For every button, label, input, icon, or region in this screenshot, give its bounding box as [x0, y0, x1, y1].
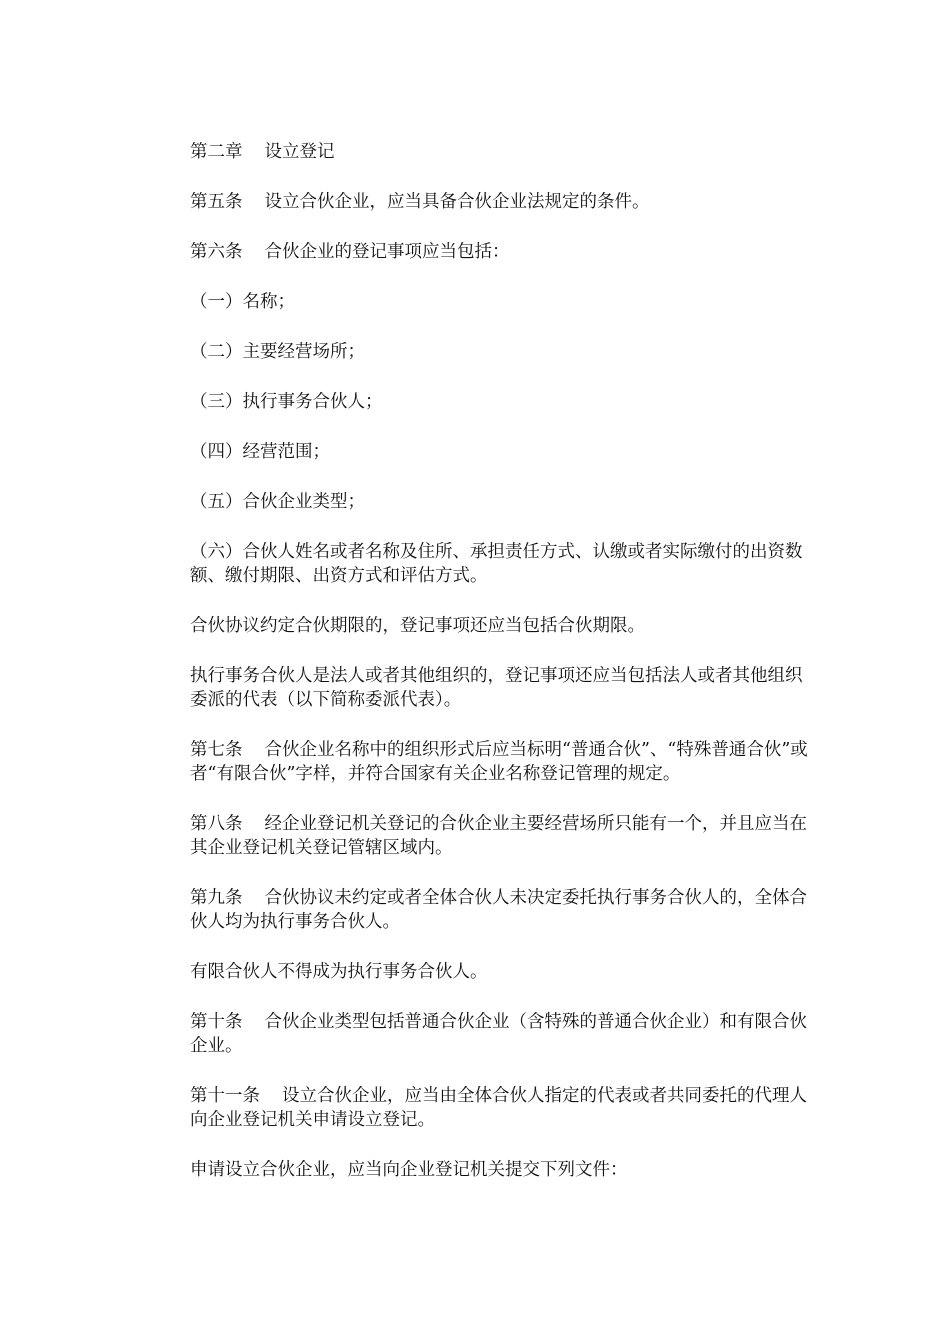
- article-text: 合伙企业名称中的组织形式后应当标明“普通合伙”、“特殊普通合伙”或者“有限合伙”字样，并符合国家有关企业名称登记管理的规定。: [190, 740, 808, 784]
- chapter-title: 设立登记: [264, 142, 335, 162]
- article-number: 第六条: [190, 242, 243, 262]
- list-item-text: （六）合伙人姓名或者名称及住所、承担责任方式、认缴或者实际缴付的出资数额、缴付期限、出资方式和评估方式。: [190, 542, 803, 586]
- article-text: 合伙企业的登记事项应当包括：: [264, 242, 510, 262]
- list-item-text: （四）经营范围；: [190, 442, 330, 462]
- list-item: [190, 390, 810, 414]
- document-body: [190, 140, 810, 1208]
- article-text: 经企业登记机关登记的合伙企业主要经营场所只能有一个，并且应当在其企业登记机关登记管辖区域内。: [190, 814, 807, 858]
- list-item-text: （三）执行事务合伙人；: [190, 392, 383, 412]
- paragraph-text: 执行事务合伙人是法人或者其他组织的，登记事项还应当包括法人或者其他组织委派的代表（以下简称委派代表）。: [190, 666, 803, 710]
- list-item: [190, 440, 810, 464]
- article-text: 设立合伙企业，应当具备合伙企业法规定的条件。: [264, 192, 650, 212]
- article-paragraph: [190, 812, 810, 860]
- paragraph-text: 申请设立合伙企业，应当向企业登记机关提交下列文件：: [190, 1160, 628, 1180]
- paragraph-text: 合伙协议约定合伙期限的，登记事项还应当包括合伙期限。: [190, 616, 645, 636]
- article-number: 第五条: [190, 192, 243, 212]
- article-number: 第十一条: [190, 1086, 260, 1106]
- article-paragraph: [190, 738, 810, 786]
- list-item-text: （五）合伙企业类型；: [190, 492, 365, 512]
- article-number: 第九条: [190, 888, 243, 908]
- chapter-number: 第二章: [190, 142, 243, 162]
- list-item-text: （一）名称；: [190, 292, 295, 312]
- article-paragraph: [190, 190, 810, 214]
- paragraph-text: 有限合伙人不得成为执行事务合伙人。: [190, 962, 488, 982]
- body-paragraph: [190, 960, 810, 984]
- article-paragraph: [190, 1084, 810, 1132]
- list-item: [190, 540, 810, 588]
- list-item: [190, 490, 810, 514]
- article-number: 第七条: [190, 740, 243, 760]
- article-paragraph: [190, 886, 810, 934]
- body-paragraph: [190, 664, 810, 712]
- list-item-text: （二）主要经营场所；: [190, 342, 365, 362]
- body-paragraph: [190, 1158, 810, 1182]
- body-paragraph: [190, 614, 810, 638]
- chapter-heading: [190, 140, 810, 164]
- article-number: 第十条: [190, 1012, 243, 1032]
- article-text: 合伙企业类型包括普通合伙企业（含特殊的普通合伙企业）和有限合伙企业。: [190, 1012, 807, 1056]
- article-text: 设立合伙企业，应当由全体合伙人指定的代表或者共同委托的代理人向企业登记机关申请设立登记。: [190, 1086, 807, 1130]
- list-item: [190, 340, 810, 364]
- list-item: [190, 290, 810, 314]
- article-number: 第八条: [190, 814, 243, 834]
- article-paragraph: [190, 1010, 810, 1058]
- article-text: 合伙协议未约定或者全体合伙人未决定委托执行事务合伙人的，全体合伙人均为执行事务合伙人。: [190, 888, 807, 932]
- article-paragraph: [190, 240, 810, 264]
